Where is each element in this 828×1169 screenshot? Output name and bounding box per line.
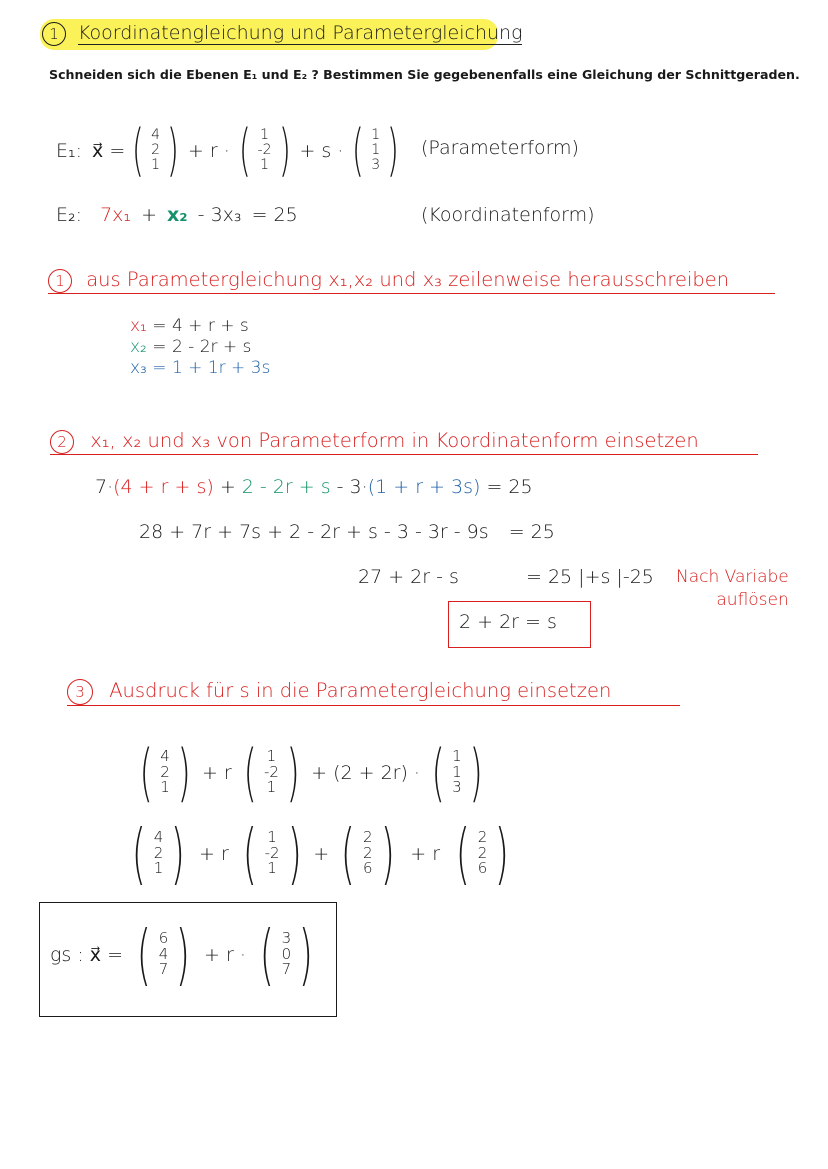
e1-support-vector: ( 4 2 1 ) (132, 118, 179, 183)
e2-plus: + (141, 204, 157, 226)
step3-row2: ( 4 2 1 ) + r ( 1 -2 1 ) + ( 2 2 6 ) + r ( 2 2 6 ) (131, 815, 510, 892)
e2-term-x3: - 3x₃ (197, 204, 242, 226)
step1-rows (130, 316, 270, 379)
step2-result: 2 + 2r = s (459, 611, 557, 633)
e2-term-x1: 7x₁ (100, 204, 132, 226)
step2-line1: 7·(4 + r + s) + 2 - 2r + s - 3·(1 + r + 3s) = 25 (95, 476, 533, 498)
task-statement: Schneiden sich die Ebenen E₁ und E₂ ? Bestimmen Sie gegebenenfalls eine Gleichung der Schnittgeraden. (49, 67, 800, 82)
step2-number: 2 (50, 430, 74, 454)
step3-heading (67, 679, 680, 706)
e1-equation (56, 118, 406, 183)
step3-title: Ausdruck für s in die Parametergleichung einsetzen (109, 679, 612, 702)
final-result (50, 916, 321, 993)
step1-row-x2: x₂ = 2 - 2r + s (130, 337, 252, 357)
e1-form-label: (Parameterform) (421, 137, 579, 159)
step1-row-x1: x₁ = 4 + r + s (130, 316, 249, 336)
step2-title: x₁, x₂ und x₃ von Parameterform in Koordinatenform einsetzen (90, 429, 699, 452)
e1-direction-vector-2: ( 1 1 3 ) (352, 118, 400, 183)
e1-direction-vector-1: ( 1 -2 1 ) (238, 118, 291, 183)
e1-s-part: + s · (299, 139, 344, 162)
step1-number: 1 (48, 269, 72, 293)
step2-heading (50, 429, 758, 455)
e1-label: E₁: (56, 139, 83, 162)
final-support-vector: ( 6 4 7 ) (136, 916, 191, 993)
e2-form-label: (Koordinatenform) (421, 204, 595, 226)
step1-heading (48, 268, 775, 294)
step1-row-x3: x₃ = 1 + 1r + 3s (130, 358, 271, 378)
step3-number: 3 (67, 679, 93, 705)
page-title: Koordinatengleichung und Parametergleichung (78, 22, 523, 44)
step1-title: aus Parametergleichung x₁,x₂ und x₃ zeilenweise herausschreiben (86, 268, 730, 291)
final-label: gs : x⃗ = (50, 943, 123, 966)
e2-label: E₂: (56, 204, 83, 226)
e2-equation (56, 204, 298, 226)
final-direction-vector: ( 3 0 7 ) (259, 916, 314, 993)
e1-xvec: x⃗ = (92, 139, 126, 162)
e2-term-x2: x₂ (167, 204, 188, 226)
header-number: 1 (42, 22, 66, 46)
step2-line2: 28 + 7r + 7s + 2 - 2r + s - 3 - 3r - 9s = 25 (139, 521, 555, 543)
step2-line3-rhs: = 25 |+s |-25 (526, 566, 654, 588)
step2-line3-lhs: 27 + 2r - s (358, 566, 459, 588)
final-r-part: + r · (204, 943, 246, 966)
header (42, 22, 522, 46)
e2-rhs: = 25 (251, 204, 298, 226)
step2-note: Nach Variabe auflösen (676, 567, 789, 610)
step3-row1: ( 4 2 1 ) + r ( 1 -2 1 ) + (2 + 2r) · ( 1 1 3 ) (139, 736, 483, 809)
e1-r-part: + r · (187, 139, 230, 162)
